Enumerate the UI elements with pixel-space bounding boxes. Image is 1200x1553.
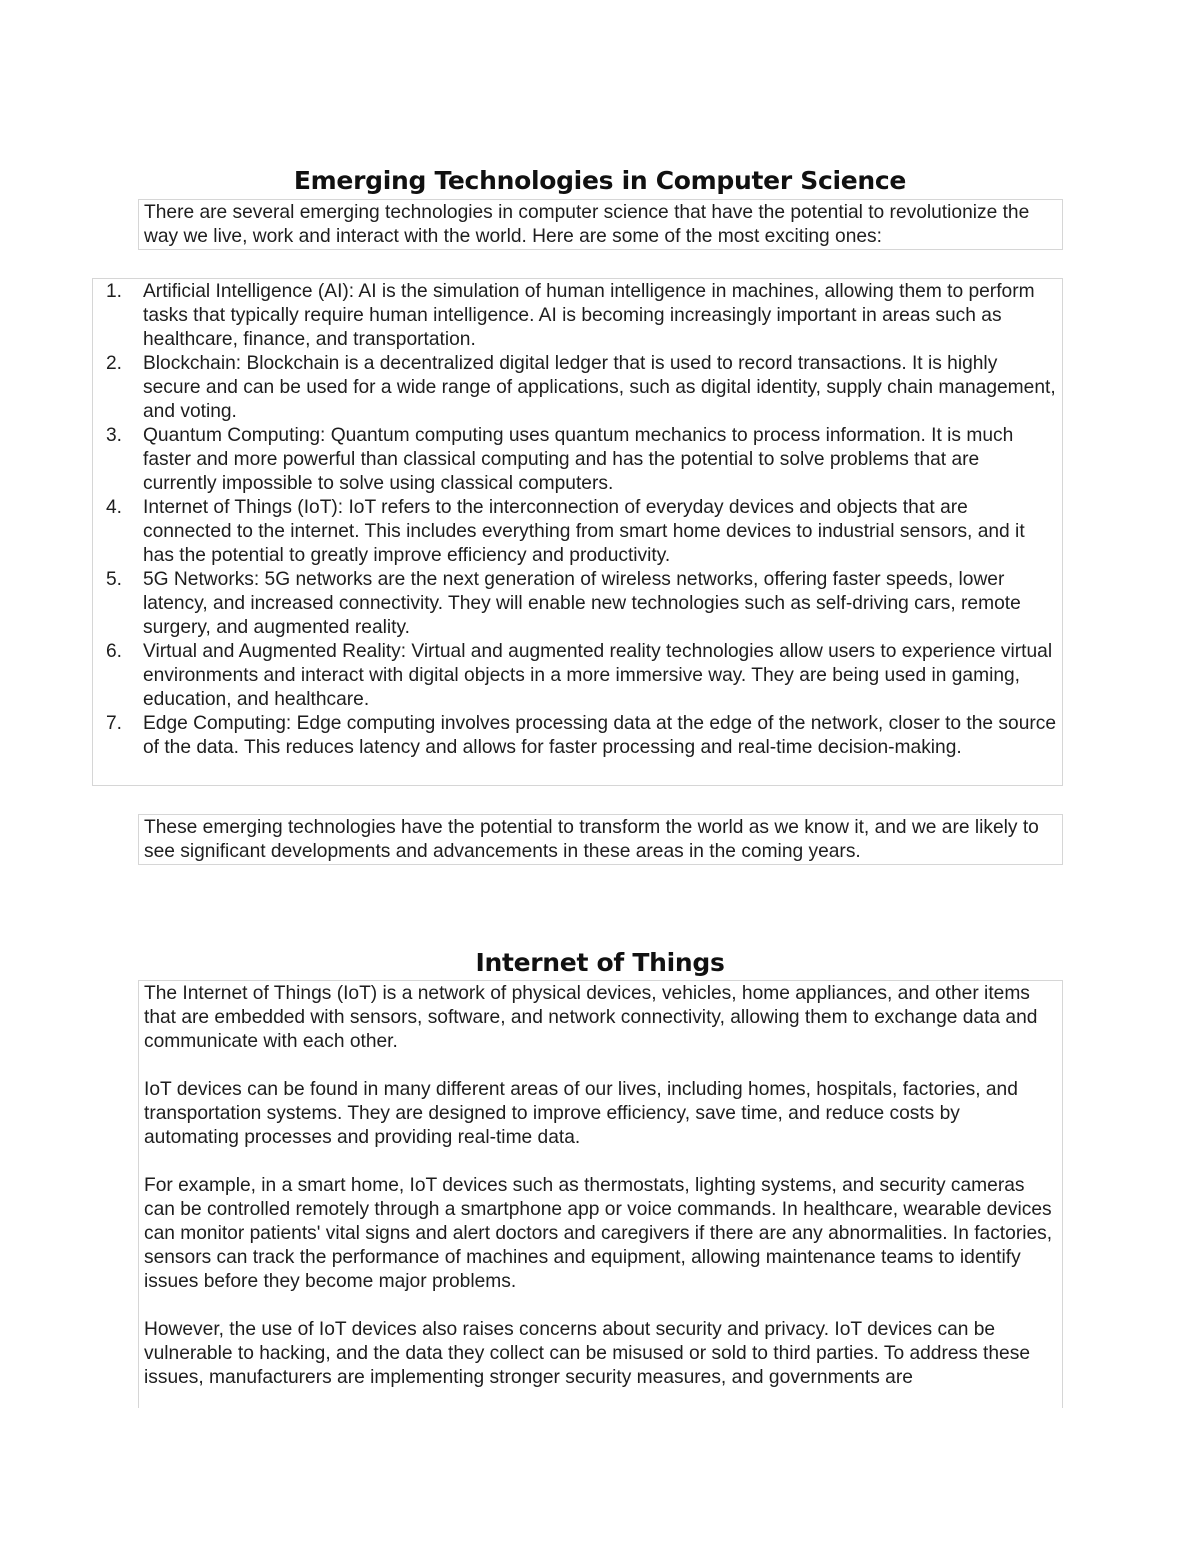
- list-item: [93, 496, 1058, 568]
- section-title-emerging-technologies: Emerging Technologies in Computer Science: [293, 166, 907, 195]
- outro-text-box: [138, 814, 1063, 865]
- list-item: [93, 280, 1058, 352]
- list-item-number: 1.: [106, 281, 123, 302]
- list-item-number: 2.: [106, 353, 123, 374]
- list-item-text: Artificial Intelligence (AI): AI is the simulation of human intelligence in machines, allowing them to perform tasks that typically require human intelligence. AI is becoming increasingly important in areas such as healthcare, finance, and transportation.: [143, 281, 1035, 350]
- intro-paragraph: There are several emerging technologies in computer science that have the potential to revolutionize the way we live, work and interact with the world. Here are some of the most exciting ones:: [144, 202, 1030, 247]
- iot-paragraph: The Internet of Things (IoT) is a network of physical devices, vehicles, home appliances, and other items that are embedded with sensors, software, and network connectivity, allowing them to exchange data and communicate with each other.: [144, 983, 1038, 1052]
- list-item-number: 3.: [106, 425, 123, 446]
- iot-text-box: [138, 980, 1063, 1408]
- list-item: [93, 640, 1058, 712]
- list-item-number: 6.: [106, 641, 123, 662]
- list-item: [93, 712, 1058, 760]
- section-title-internet-of-things: Internet of Things: [475, 948, 725, 977]
- technology-list: [93, 280, 1058, 760]
- list-item: [93, 352, 1058, 424]
- technology-list-box: [92, 278, 1063, 786]
- list-item-text: Quantum Computing: Quantum computing uses quantum mechanics to process information. It is much faster and more powerful than classical computing and has the potential to solve problems that are currently impossible to solve using classical computers.: [143, 425, 1014, 494]
- iot-paragraph: However, the use of IoT devices also raises concerns about security and privacy. IoT devices can be vulnerable to hacking, and the data they collect can be misused or sold to third parties. To address these issues, manufacturers are implementing stronger security measures, and governments are: [144, 1319, 1030, 1388]
- intro-text-box: [138, 199, 1063, 250]
- list-item-number: 5.: [106, 569, 123, 590]
- outro-paragraph: These emerging technologies have the potential to transform the world as we know it, and we are likely to see significant developments and advancements in these areas in the coming years.: [144, 817, 1039, 862]
- list-item-text: Blockchain: Blockchain is a decentralized digital ledger that is used to record transactions. It is highly secure and can be used for a wide range of applications, such as digital identity, supply chain management, and voting.: [143, 353, 1056, 422]
- iot-paragraph: IoT devices can be found in many different areas of our lives, including homes, hospitals, factories, and transportation systems. They are designed to improve efficiency, save time, and reduce costs by automating processes and providing real-time data.: [144, 1079, 1018, 1148]
- list-item-number: 4.: [106, 497, 123, 518]
- list-item-text: 5G Networks: 5G networks are the next generation of wireless networks, offering faster speeds, lower latency, and increased connectivity. They will enable new technologies such as self-driving cars, remote surgery, and augmented reality.: [143, 569, 1021, 638]
- list-item-text: Internet of Things (IoT): IoT refers to the interconnection of everyday devices and objects that are connected to the internet. This includes everything from smart home devices to industrial sensors, and it has the potential to greatly improve efficiency and productivity.: [143, 497, 1025, 566]
- list-item: [93, 568, 1058, 640]
- list-item: [93, 424, 1058, 496]
- list-item-text: Edge Computing: Edge computing involves processing data at the edge of the network, closer to the source of the data. This reduces latency and allows for faster processing and real-time decision-making.: [143, 713, 1057, 758]
- list-item-text: Virtual and Augmented Reality: Virtual and augmented reality technologies allow users to experience virtual environments and interact with digital objects in a more immersive way. They are being used in gaming, education, and healthcare.: [143, 641, 1053, 710]
- iot-paragraph: For example, in a smart home, IoT devices such as thermostats, lighting systems, and security cameras can be controlled remotely through a smartphone app or voice commands. In healthcare, wearable devices can monitor patients' vital signs and alert doctors and caregivers if there are any abnormalities. In factories, sensors can track the performance of machines and equipment, allowing maintenance teams to identify issues before they become major problems.: [144, 1175, 1053, 1292]
- list-item-number: 7.: [106, 713, 123, 734]
